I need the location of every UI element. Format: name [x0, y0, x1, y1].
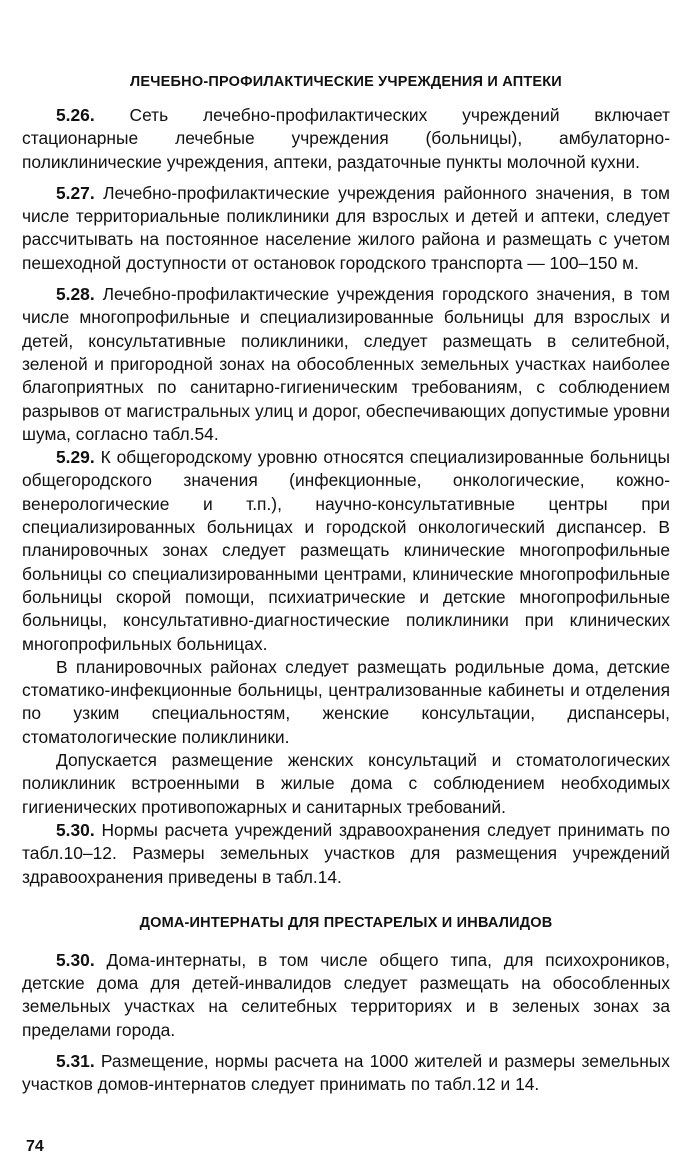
paragraph-text: Лечебно-профилактические учреждения городского значения, в том числе многопрофильные и специализированные больницы для взрослых и детей, консультативные поликлиники, следует размещать в селитебной, зеленой и пригородной зонах на обособленных земельных участках наиболее благоприятных по санитарно-гигиеническим требованиям, с соблюдением разрывов от магистральных улиц и дорог, обеспечивающих допустимые уровни шума, согласно табл.54. — [22, 284, 670, 444]
paragraph-text: Дома-интернаты, в том числе общего типа, для психохроников, детские дома для детей-инвалидов следует размещать на обособленных земельных участках на селитебных территориях и в зеленых зонах за пределами города. — [22, 949, 670, 1040]
paragraph-text: К общегородскому уровню относятся специализированные больницы общегородского значения (инфекционные, онкологические, кожно-венерологические и т.п.), научно-консультативные центры при специализированных больницах и городской онкологический диспансер. В планировочных зонах следует размещать клинические многопрофильные больницы со специализированными центрами, клинические многопрофильные больницы скорой помощи, психиатрические и детские многопрофильные больницы, консультативно-диагностические поликлиники при клинических многопрофильных больницах. — [22, 447, 670, 654]
paragraph-5-29 — [22, 446, 670, 656]
paragraph-text: Размещение, нормы расчета на 1000 жителей и размеры земельных участков домов-интернатов следует принимать по табл.12 и 14. — [22, 1050, 670, 1095]
paragraph-5-30-nursing-homes — [22, 949, 670, 1042]
paragraph-number: 5.26. — [56, 105, 95, 125]
paragraph-number: 5.27. — [56, 182, 95, 203]
paragraph-5-31 — [22, 1050, 670, 1097]
paragraph-number: 5.29. — [56, 447, 95, 468]
paragraph-5-29-built-in: Допускается размещение женских консультаций и стоматологических поликлиник встроенными в жилые дома с соблюдением необходимых гигиенических противопожарных и санитарных требований. — [22, 750, 670, 817]
paragraph-number: 5.31. — [56, 1050, 95, 1071]
paragraph-number: 5.30. — [56, 949, 95, 970]
paragraph-5-28 — [22, 283, 670, 446]
paragraph-5-29-planning-districts: В планировочных районах следует размещать родильные дома, детские стоматико-инфекционные больницы, централизованные кабинеты и отделения по узким специальностям, женские консультации, диспансеры, стоматологические поликлиники. — [22, 656, 670, 747]
paragraph-number: 5.28. — [56, 284, 95, 305]
paragraph-text: Сеть лечебно-профилактических учреждений включает стационарные лечебные учреждения (больницы), амбулаторно-поликлинические учреждения, аптеки, раздаточные пункты молочной кухни. — [22, 105, 670, 172]
paragraph-text: Нормы расчета учреждений здравоохранения следует принимать по табл.10–12. Размеры земельных участков для размещения учреждений здравоохранения приведены в табл.14. — [22, 819, 670, 887]
page-content — [22, 74, 670, 1097]
paragraph-number: 5.30. — [56, 819, 95, 840]
section-heading-medical: ЛЕЧЕБНО-ПРОФИЛАКТИЧЕСКИЕ УЧРЕЖДЕНИЯ И АПТЕКИ — [130, 74, 562, 90]
paragraph-5-26 — [22, 104, 670, 174]
section-heading-nursing-homes: ДОМА-ИНТЕРНАТЫ ДЛЯ ПРЕСТАРЕЛЫХ И ИНВАЛИДОВ — [139, 914, 553, 931]
page-number: 74 — [26, 1138, 44, 1155]
paragraph-5-27 — [22, 182, 670, 275]
paragraph-5-30-norms — [22, 819, 670, 889]
paragraph-text: Лечебно-профилактические учреждения районного значения, в том числе территориальные поликлиники для взрослых и детей и аптеки, следует рассчитывать на постоянное население жилого района и размещать с учетом пешеходной доступности от остановок городского транспорта — 100–150 м. — [22, 182, 670, 273]
